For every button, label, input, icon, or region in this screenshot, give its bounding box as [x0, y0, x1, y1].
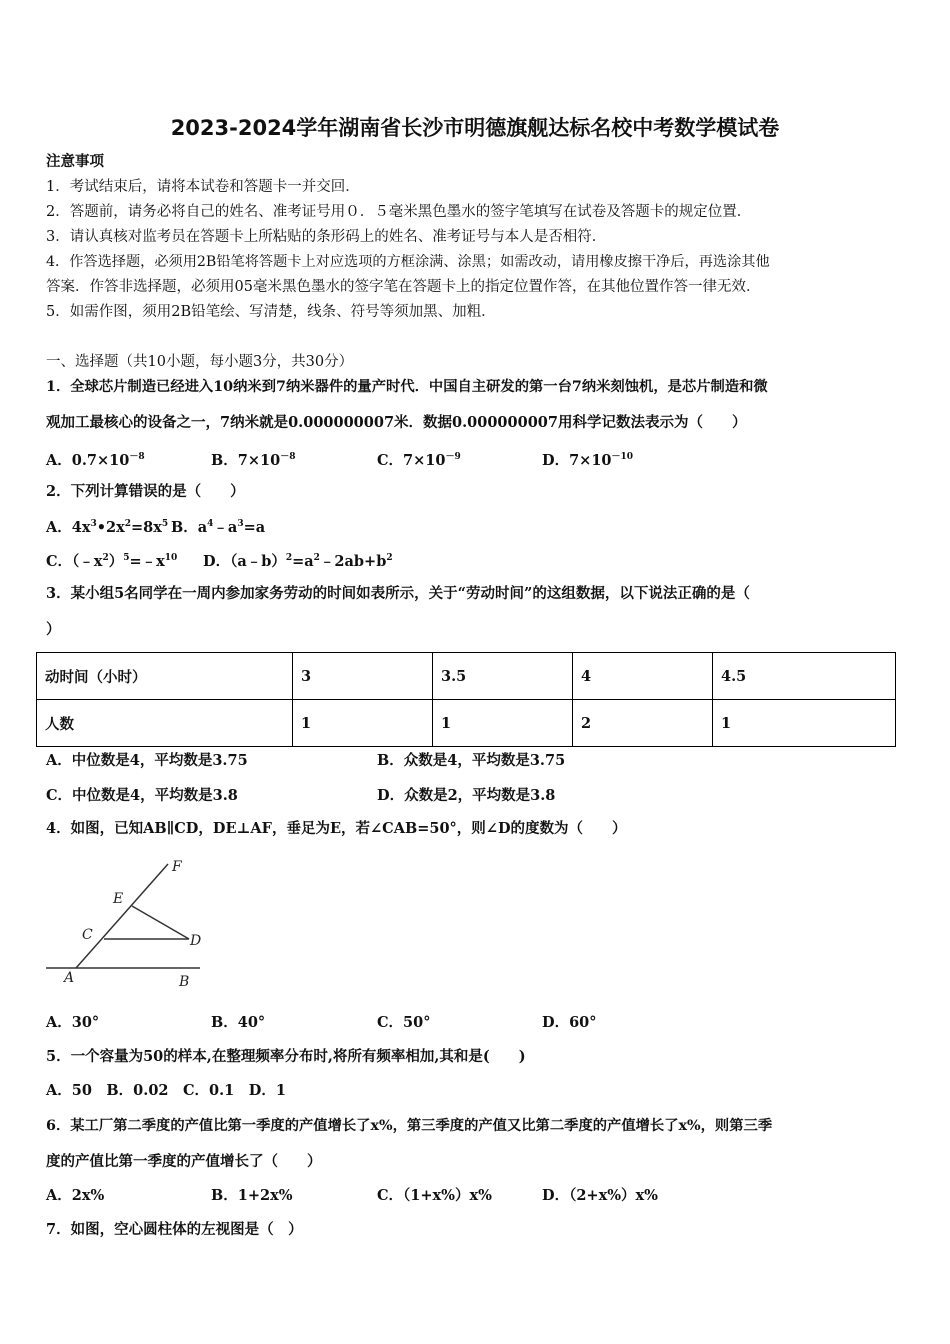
q1-option-b: B．$7\times 10^{-8}$: [211, 452, 296, 469]
q2-option-b: B．$a^4﹣a^3=a$: [171, 519, 266, 536]
table-cell: 3: [293, 653, 433, 700]
notice-heading: 注意事项: [46, 153, 104, 170]
q5-options: A．50 B．0.02 C．0.1 D．1: [46, 1082, 286, 1099]
table-cell: 4.5: [713, 653, 896, 700]
table-cell: 1: [433, 700, 573, 747]
q3-option-d: D．众数是2，平均数是3.8: [377, 787, 556, 804]
label-f: F: [172, 859, 182, 875]
page-title: 2023-2024学年湖南省长沙市明德旗舰达标名校中考数学模试卷: [170, 116, 780, 140]
labor-time-table: [36, 652, 896, 747]
table-cell: 3.5: [433, 653, 573, 700]
notice-item-4: 4．作答选择题，必须用2B铅笔将答题卡上对应选项的方框涂满、涂黑；如需改动，请用橡皮擦干净后，再选涂其他: [46, 254, 770, 270]
notice-item-5: 5．如需作图，须用2B铅笔绘、写清楚，线条、符号等须加黑、加粗．: [46, 304, 496, 320]
label-a: A: [64, 970, 75, 986]
label-b: B: [179, 974, 190, 990]
q2-option-d: D．$(a﹣b)^2=a^2﹣2ab+b^2$: [203, 553, 393, 570]
q3-option-b: B．众数是4，平均数是3.75: [377, 752, 566, 769]
q4-option-c: C．50°: [377, 1014, 431, 1031]
notice-item-1: 1．考试结束后，请将本试卷和答题卡一并交回．: [46, 179, 360, 195]
q3-option-a: A．中位数是4，平均数是3.75: [46, 752, 248, 769]
q4-geometry-figure: [42, 856, 207, 992]
q4-option-b: B．40°: [211, 1014, 266, 1031]
q4-option-a: A．30°: [46, 1014, 100, 1031]
table-cell: 动时间（小时）: [37, 653, 293, 700]
table-cell: 1: [293, 700, 433, 747]
q1-option-d: D．$7\times 10^{-10}$: [542, 452, 634, 469]
q1-stem-line2: 观加工最核心的设备之一，7纳米就是0.000000007米．数据0.000000007用科学记数法表示为（ ）: [46, 414, 747, 431]
q6-option-b: B．1+2x%: [211, 1187, 293, 1204]
label-e: E: [113, 891, 124, 907]
q3-option-c: C．中位数是4，平均数是3.8: [46, 787, 238, 804]
q1-option-c: C．$7\times 10^{-9}$: [377, 452, 461, 469]
line-af: [76, 864, 168, 968]
label-d: D: [190, 933, 202, 949]
table-cell: 2: [573, 700, 713, 747]
section-heading: 一、选择题（共10小题，每小题3分，共30分）: [46, 354, 354, 370]
q6-stem-line1: 6．某工厂第二季度的产值比第一季度的产值增长了x%，第三季度的产值又比第二季度的产值增长了x%，则第三季: [46, 1118, 773, 1134]
q6-option-a: A．2x%: [46, 1187, 105, 1204]
label-c: C: [82, 927, 93, 943]
q3-stem-line1: 3．某小组5名同学在一周内参加家务劳动的时间如表所示，关于“劳动时间”的这组数据，以下说法正确的是（: [46, 585, 750, 602]
q6-stem-line2: 度的产值比第一季度的产值增长了（ ）: [46, 1153, 322, 1170]
q2-stem: 2．下列计算错误的是（ ）: [46, 483, 245, 500]
table-cell: 1: [713, 700, 896, 747]
q4-stem: 4．如图，已知AB∥CD，DE⊥AF，垂足为E，若∠CAB=50°，则∠D的度数为（ ）: [46, 820, 627, 837]
q6-option-d: D．（2+x%）x%: [542, 1187, 658, 1204]
table-row: [37, 700, 896, 747]
q1-stem-line1: 1．全球芯片制造已经进入10纳米到7纳米器件的量产时代．中国自主研发的第一台7纳米刻蚀机，是芯片制造和微: [46, 379, 768, 395]
q5-stem: 5．一个容量为50的样本,在整理频率分布时,将所有频率相加,其和是( ): [46, 1048, 526, 1065]
line-de: [132, 906, 189, 939]
q4-option-d: D．60°: [542, 1014, 597, 1031]
q2-option-c: C．$(﹣x^2)^5=﹣x^{10}$: [46, 553, 178, 570]
q6-option-c: C．（1+x%）x%: [377, 1187, 492, 1204]
table-cell: 4: [573, 653, 713, 700]
notice-item-4-cont: 答案．作答非选择题，必须用05毫米黑色墨水的签字笔在答题卡上的指定位置作答，在其他位置作答一律无效．: [46, 279, 761, 295]
notice-item-2: 2．答题前，请务必将自己的姓名、准考证号用０．５毫米黑色墨水的签字笔填写在试卷及答题卡的规定位置．: [46, 204, 752, 220]
notice-item-3: 3．请认真核对监考员在答题卡上所粘贴的条形码上的姓名、准考证号与本人是否相符．: [46, 229, 607, 245]
table-cell: 人数: [37, 700, 293, 747]
q7-stem: 7．如图，空心圆柱体的左视图是（ ）: [46, 1221, 303, 1238]
q1-option-a: A．$0.7\times 10^{-8}$: [46, 452, 145, 469]
q3-stem-line2: ）: [46, 621, 61, 638]
q2-option-a: A．$4x^3•2x^2=8x^5$: [46, 519, 169, 536]
table-row: [37, 653, 896, 700]
